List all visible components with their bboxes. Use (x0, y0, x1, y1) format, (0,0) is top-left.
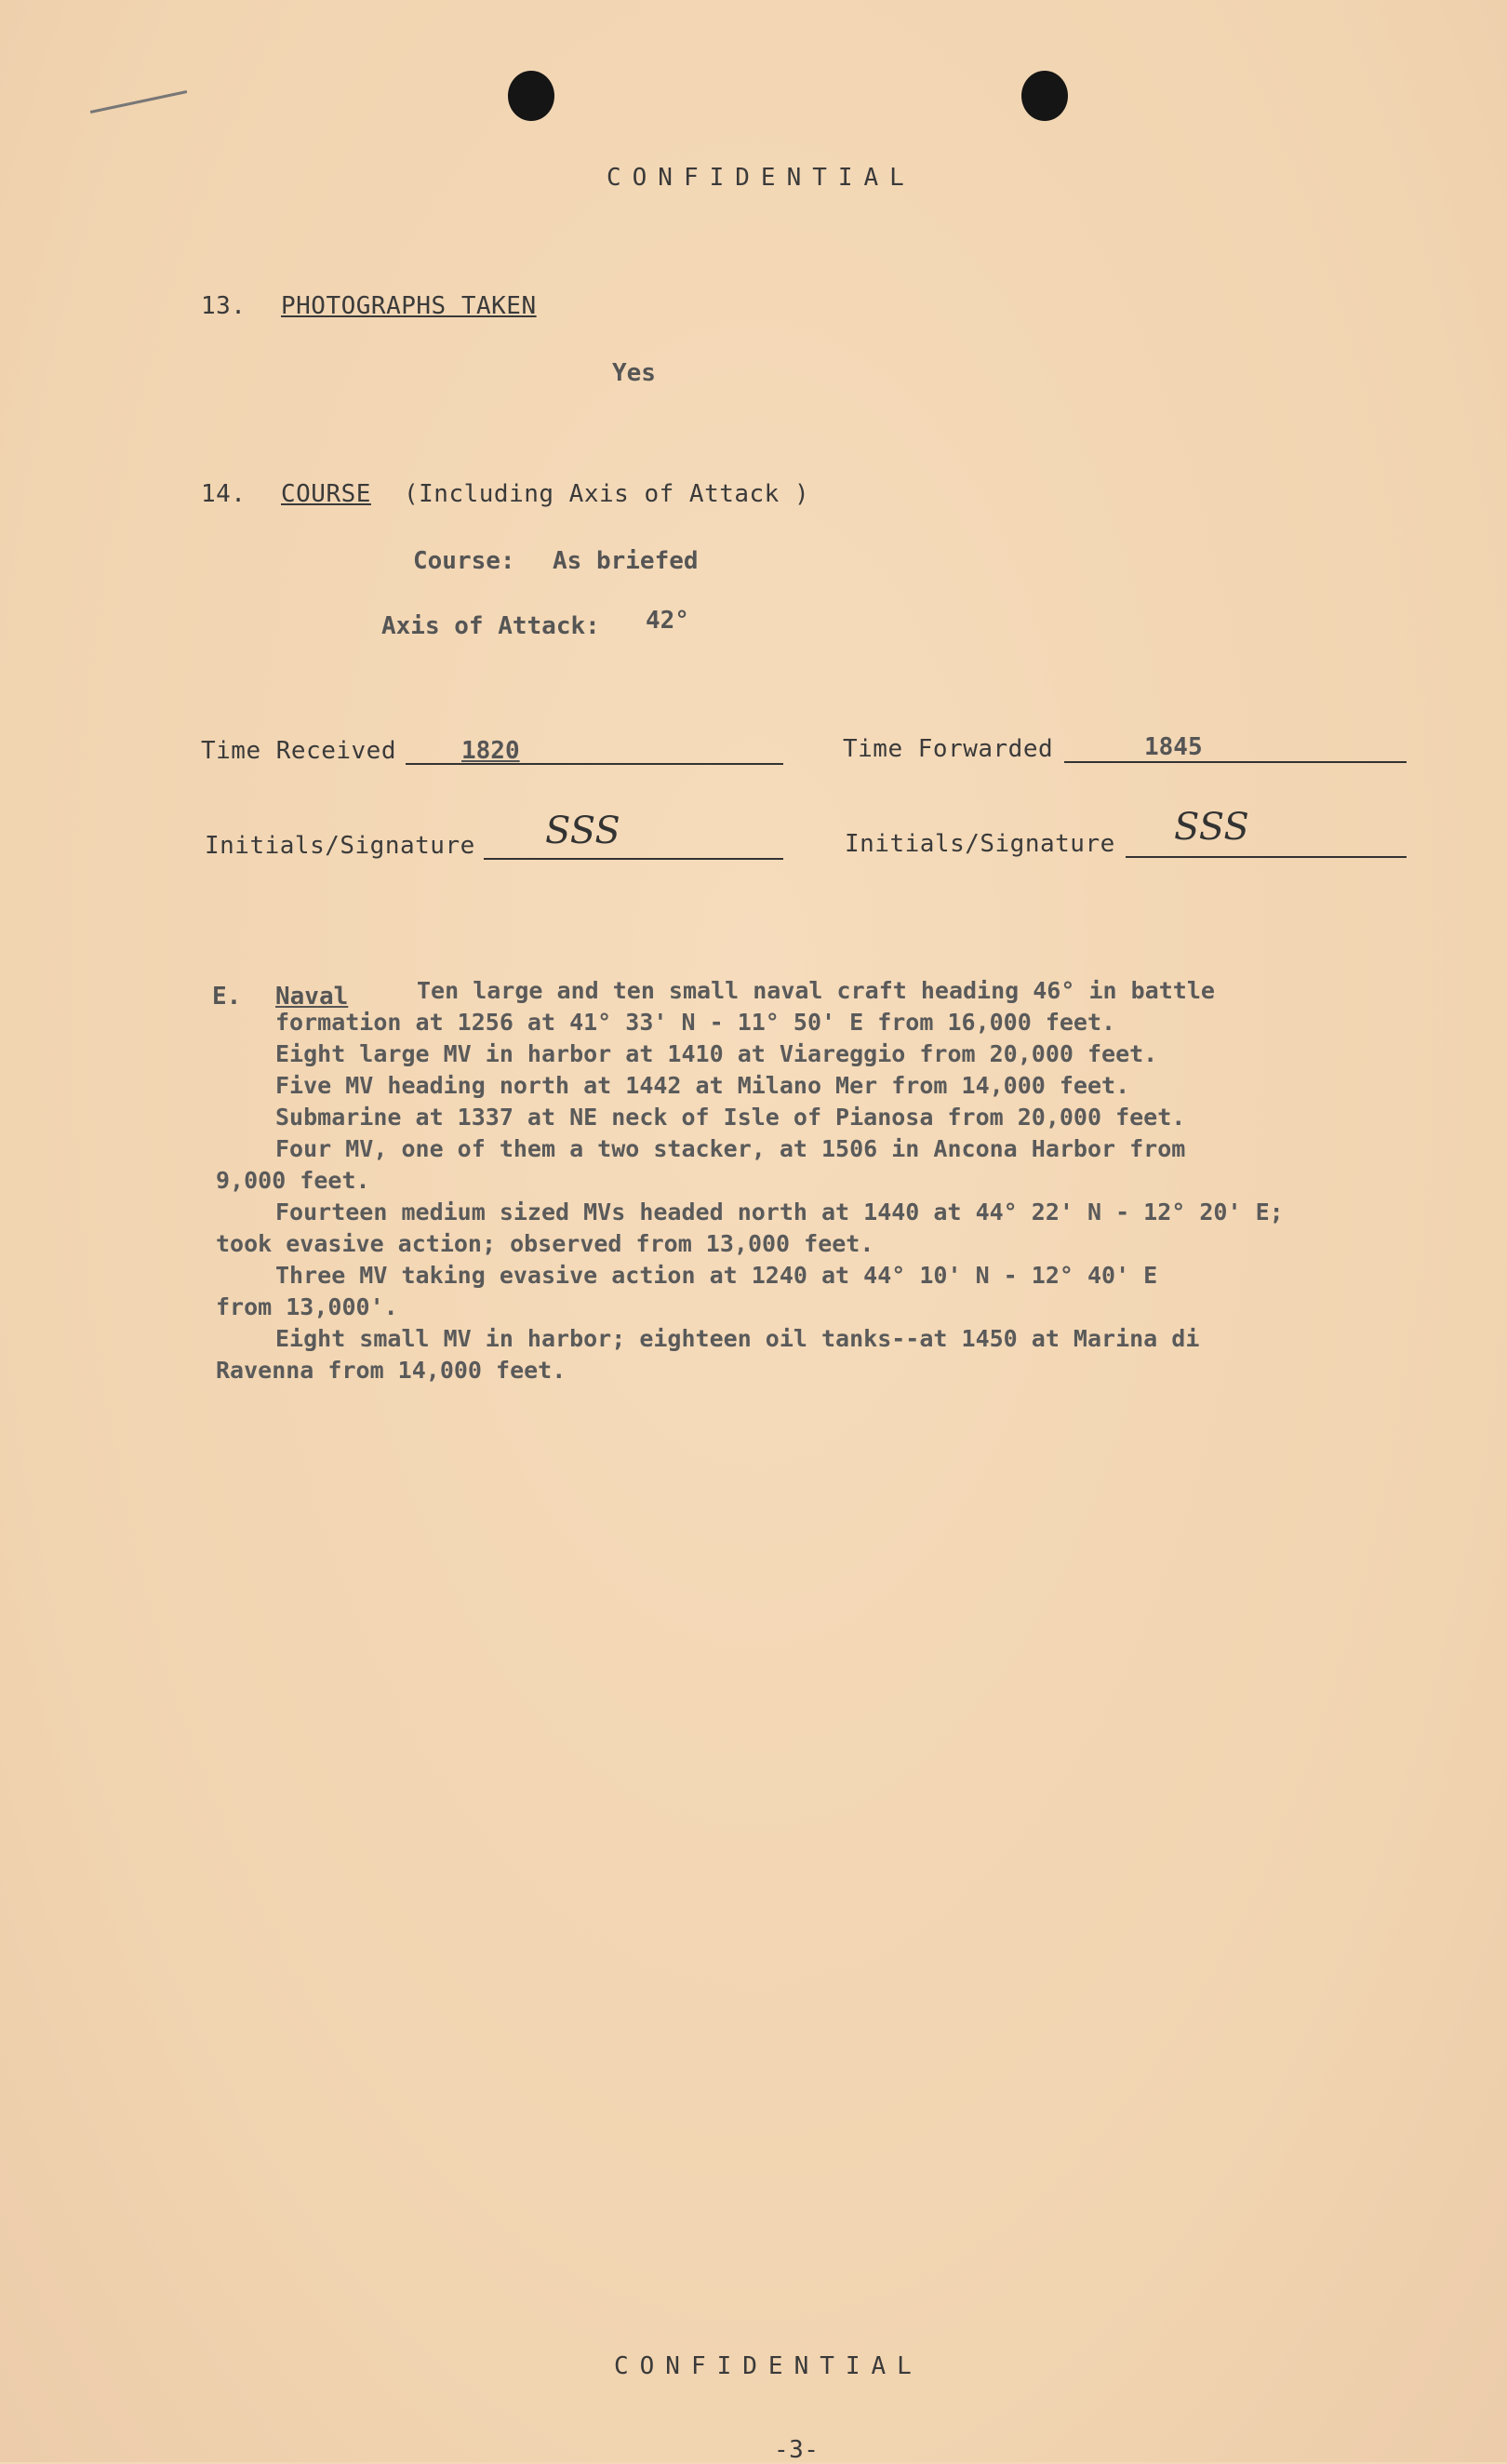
section14-number: 14. (201, 480, 247, 508)
course-label: Course: (413, 547, 515, 575)
naval-line: Eight small MV in harbor; eighteen oil tanks--at 1450 at Marina di (275, 1325, 1200, 1352)
naval-line: Fourteen medium sized MVs headed north at 1440 at 44° 22' N - 12° 20' E; (275, 1199, 1284, 1225)
naval-line: took evasive action; observed from 13,000 feet. (216, 1230, 874, 1257)
initials-signature-left: SSS (545, 810, 620, 852)
sectionE-letter: E. (212, 983, 242, 1011)
axis-label: Axis of Attack: (381, 612, 600, 640)
section13-number: 13. (201, 292, 247, 320)
naval-line: Eight large MV in harbor at 1410 at Viareggio from 20,000 feet. (275, 1040, 1158, 1067)
footer-confidential: CONFIDENTIAL (614, 2352, 923, 2380)
time-forwarded-value: 1845 (1144, 733, 1203, 761)
section13-answer: Yes (612, 359, 656, 387)
section14-title: COURSE (281, 480, 371, 508)
naval-line: Submarine at 1337 at NE neck of Isle of Pianosa from 20,000 feet. (275, 1104, 1186, 1131)
punch-hole-right (1021, 71, 1068, 121)
naval-line: Five MV heading north at 1442 at Milano Mer from 14,000 feet. (275, 1072, 1130, 1099)
header-confidential: CONFIDENTIAL (607, 164, 915, 192)
axis-value: 42° (646, 607, 689, 635)
initials-line-right (1126, 856, 1407, 858)
initials-signature-right: SSS (1174, 806, 1249, 849)
section14-note: (Including Axis of Attack ) (404, 480, 810, 508)
naval-line: from 13,000'. (216, 1293, 398, 1320)
time-received-value: 1820 (461, 737, 520, 765)
page-number: -3- (774, 2436, 820, 2464)
sectionE-title: Naval (275, 983, 349, 1011)
course-value: As briefed (553, 547, 699, 575)
naval-line: Ten large and ten small naval craft heading 46° in battle (417, 977, 1215, 1004)
naval-line: 9,000 feet. (216, 1167, 370, 1194)
time-received-label: Time Received (201, 737, 396, 765)
naval-line: Three MV taking evasive action at 1240 at 44° 10' N - 12° 40' E (275, 1262, 1158, 1289)
paper-mark (90, 90, 187, 114)
time-forwarded-label: Time Forwarded (843, 735, 1054, 763)
time-forwarded-line (1064, 761, 1407, 763)
naval-line: Four MV, one of them a two stacker, at 1506 in Ancona Harbor from (275, 1135, 1186, 1162)
initials-label-right: Initials/Signature (845, 830, 1115, 858)
naval-line: formation at 1256 at 41° 33' N - 11° 50' E from 16,000 feet. (275, 1009, 1116, 1036)
naval-line: Ravenna from 14,000 feet. (216, 1357, 567, 1384)
punch-hole-left (508, 71, 554, 121)
naval-report (216, 975, 1481, 1386)
initials-label-left: Initials/Signature (205, 832, 475, 860)
section13-title: PHOTOGRAPHS TAKEN (281, 292, 537, 320)
initials-line-left (484, 858, 783, 860)
